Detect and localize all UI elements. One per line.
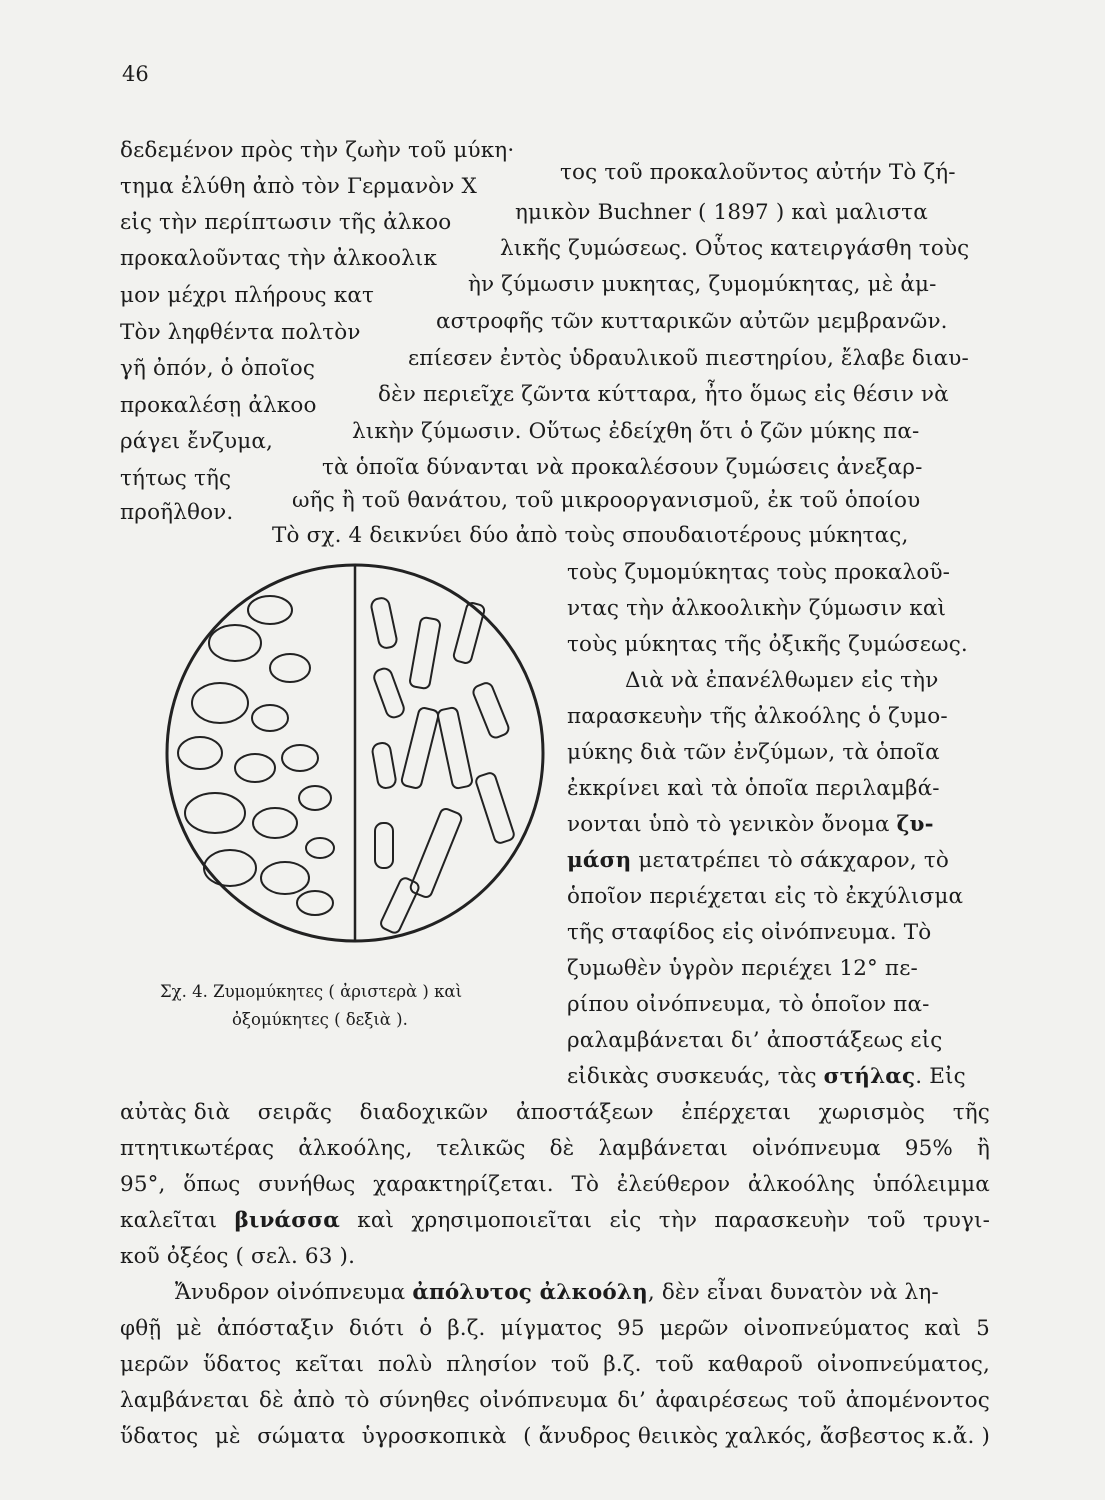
word: Τὸ xyxy=(571,1172,600,1197)
word: ὅπως xyxy=(183,1172,241,1197)
right-line: ραλαμβάνεται δι’ ἀποστάξεως εἰς xyxy=(567,1028,943,1053)
figure-caption xyxy=(160,978,550,1034)
word: δὲ xyxy=(258,1388,284,1413)
top-right-line: λικὴν ζύμωσιν. Οὕτως ἐδείχθη ὅτι ὁ ζῶν μύκης πα- xyxy=(352,419,920,444)
top-right-line: τὰ ὁποῖα δύνανται νὰ προκαλέσουν ζυμώσεις ἀνεξαρ- xyxy=(322,455,923,480)
right-line: μύκης διὰ τῶν ἐνζύμων, τὰ ὁποῖα xyxy=(567,740,940,765)
right-line: ζυμωθὲν ὑγρὸν περιέχει 12° πε- xyxy=(567,956,918,981)
right-line: παρασκευὴν τῆς ἀλκοόλης ὁ ζυμο- xyxy=(567,704,948,729)
word: χωρισμὸς xyxy=(818,1100,926,1125)
word: διότι xyxy=(349,1316,405,1341)
bold-term: ἀπόλυτος ἀλκοόλη xyxy=(412,1280,648,1305)
word: μερῶν xyxy=(120,1352,190,1377)
word: αὐτὰς διὰ xyxy=(120,1100,231,1125)
word: τοῦ xyxy=(867,1208,906,1233)
word: τὴν xyxy=(658,1208,698,1233)
full-line xyxy=(120,1100,990,1125)
word: οἰνοπνεύματος, xyxy=(816,1352,990,1377)
full-line xyxy=(120,1208,990,1233)
word: δὲ xyxy=(549,1136,575,1161)
caption-line-2: ὀξομύκητες ( δεξιὰ ). xyxy=(232,1010,408,1029)
page-number: 46 xyxy=(122,62,149,86)
top-right-line: αστροφῆς τῶν κυτταρικῶν αὐτῶν μεμβρανῶν. xyxy=(436,309,948,334)
word: συνήθως xyxy=(258,1172,356,1197)
word: πλησίον xyxy=(446,1352,538,1377)
word: οἰνόπνευμα xyxy=(479,1388,608,1413)
full-line xyxy=(120,1172,990,1197)
word: τοῦ xyxy=(797,1388,837,1413)
word: β.ζ. xyxy=(447,1316,486,1341)
right-line: ντας τὴν ἀλκοολικὴν ζύμωσιν καὶ xyxy=(567,596,947,621)
top-left-line: δεδεμένον πρὸς τὴν ζωὴν τοῦ μύκη· xyxy=(120,138,515,163)
word: 95% xyxy=(904,1136,953,1161)
right-line-tail: . Εἰς xyxy=(915,1064,966,1089)
word: ἀποστάξεων xyxy=(515,1100,654,1125)
top-left-line: τήτως τῆς xyxy=(120,466,232,491)
full-line xyxy=(120,1352,990,1377)
right-line: ὁποῖον περιέχεται εἰς τὸ ἐκχύλισμα xyxy=(567,884,964,909)
bold-term: βινάσσα xyxy=(234,1208,340,1233)
right-line xyxy=(567,812,934,837)
bold-term: ζυ- xyxy=(896,812,934,837)
top-left-line: ράγει ἔνζυμα, xyxy=(120,429,274,454)
word: μὲ xyxy=(214,1424,241,1449)
caption-line-1: Σχ. 4. Ζυμομύκητες ( ἀριστερὰ ) καὶ xyxy=(160,982,463,1001)
word: φθῇ xyxy=(120,1316,162,1341)
full-line xyxy=(175,1280,939,1305)
word: ἀπομένοντος xyxy=(845,1388,990,1413)
right-line: τῆς σταφίδος εἰς οἰνόπνευμα. Τὸ xyxy=(567,920,932,945)
word: καθαροῦ xyxy=(707,1352,803,1377)
top-right-line: τος τοῦ προκαλοῦντος αὐτήν Τὸ ζή- xyxy=(560,160,956,185)
bold-term: μάση xyxy=(567,848,632,873)
word: τοῦ xyxy=(550,1352,590,1377)
right-line-text: εἰδικὰς συσκευάς, τὰς xyxy=(567,1064,817,1089)
word: ὑγροσκοπικὰ xyxy=(361,1424,507,1449)
top-left-line: προκαλοῦντας τὴν ἀλκοολικ xyxy=(120,246,438,271)
right-line xyxy=(567,1064,966,1089)
word: ἀφαιρέσεως xyxy=(655,1388,789,1413)
word: δι’ xyxy=(617,1388,647,1413)
right-line: ρίπου οἰνόπνευμα, τὸ ὁποῖον πα- xyxy=(567,992,930,1017)
bold-term: στήλας xyxy=(823,1064,916,1089)
word: καὶ xyxy=(357,1208,395,1233)
top-right-line: ωῆς ἢ τοῦ θανάτου, τοῦ μικροοργανισμοῦ, ἐκ τοῦ ὁποίου xyxy=(292,488,921,513)
top-right-line: ὴν ζύμωσιν μυκητας, ζυμομύκητας, μὲ ἀμ- xyxy=(468,272,937,297)
right-line-text: νονται ὑπὸ τὸ γενικὸν ὄνομα xyxy=(567,812,890,837)
word: ὑπόλειμμα xyxy=(872,1172,990,1197)
word: ὕδατος xyxy=(203,1352,282,1377)
right-line xyxy=(567,848,949,873)
word: , δὲν εἶναι δυνατὸν νὰ λη- xyxy=(647,1280,939,1305)
word: Ἄνυδρον οἰνόπνευμα xyxy=(175,1280,406,1305)
word: σύνηθες xyxy=(378,1388,470,1413)
word: 95 xyxy=(617,1316,645,1341)
word: διαδοχικῶν xyxy=(359,1100,489,1125)
right-line-text: μετατρέπει τὸ σάκχαρον, τὸ xyxy=(638,848,950,873)
top-left-line: μον μέχρι πλήρους κατ xyxy=(120,283,375,308)
word: λαμβάνεται xyxy=(598,1136,728,1161)
word: πτητικωτέρας xyxy=(120,1136,275,1161)
word: πολὺ xyxy=(377,1352,433,1377)
word: ἐλεύθερον xyxy=(616,1172,731,1197)
word: οἰνόπνευμα xyxy=(751,1136,881,1161)
full-line xyxy=(120,1388,990,1413)
full-line xyxy=(120,1424,990,1449)
acetic-cells xyxy=(370,597,515,935)
word: τοῦ xyxy=(655,1352,694,1377)
word: ἀπὸ xyxy=(293,1388,336,1413)
word: 95°, xyxy=(120,1172,166,1197)
word: ἀλκοόλης xyxy=(747,1172,856,1197)
word: παρασκευὴν xyxy=(714,1208,850,1233)
top-left-line: τημα ἐλύθη ἀπὸ τὸν Γερμανὸν Χ xyxy=(120,174,477,199)
word: τὸ xyxy=(344,1388,370,1413)
word: ἐπέρχεται xyxy=(681,1100,792,1125)
right-line: τοὺς ζυμομύκητας τοὺς προκαλοῦ- xyxy=(567,560,951,585)
word: οἰνοπνεύματος xyxy=(743,1316,910,1341)
top-right-line: δὲν περιεῖχε ζῶντα κύτταρα, ἦτο ὅμως εἰς θέσιν νὰ xyxy=(378,382,949,407)
word: ἢ xyxy=(976,1136,990,1161)
word: σώματα xyxy=(257,1424,346,1449)
right-line: τοὺς μύκητας τῆς ὀξικῆς ζυμώσεως. xyxy=(567,632,968,657)
word: μὲ xyxy=(176,1316,202,1341)
word: καλεῖται xyxy=(120,1208,218,1233)
word: β.ζ. xyxy=(603,1352,642,1377)
word: ὕδατος xyxy=(120,1424,199,1449)
word: μερῶν xyxy=(659,1316,729,1341)
figure-intro: Τὸ σχ. 4 δεικνύει δύο ἀπὸ τοὺς σπουδαιοτέρους μύκητας, xyxy=(272,523,909,548)
word: εἰς xyxy=(609,1208,642,1233)
top-right-line: επίεσεν ἐντὸς ὑδραυλικοῦ πιεστηρίου, ἔλαβε διαυ- xyxy=(408,346,969,371)
top-left-line: Τὸν ληφθέντα πολτὸν xyxy=(120,320,361,345)
top-left-line: γῆ ὀπόν, ὁ ὁποῖος xyxy=(120,356,316,381)
word: ἀπόσταξιν xyxy=(216,1316,335,1341)
right-line: ἐκκρίνει καὶ τὰ ὁποῖα περιλαμβά- xyxy=(567,776,940,801)
word: λαμβάνεται xyxy=(120,1388,250,1413)
word: χαρακτηρίζεται. xyxy=(373,1172,554,1197)
word: τῆς xyxy=(952,1100,990,1125)
word: τελικῶς xyxy=(436,1136,526,1161)
word: καὶ xyxy=(924,1316,962,1341)
microscope-figure xyxy=(160,558,550,948)
full-line xyxy=(120,1136,990,1161)
word: ὁ xyxy=(419,1316,433,1341)
word: τρυγι- xyxy=(922,1208,990,1233)
word: ἀλκοόλης, xyxy=(298,1136,413,1161)
right-line: Διὰ νὰ ἐπανέλθωμεν εἰς τὴν xyxy=(625,668,939,693)
top-left-line: εἰς τὴν περίπτωσιν τῆς ἀλκοο xyxy=(120,210,452,235)
word: σειρᾶς xyxy=(257,1100,333,1125)
top-right-line: ημικὸν Buchner ( 1897 ) καὶ μαλιστα xyxy=(515,200,928,225)
word: 5 xyxy=(976,1316,990,1341)
word: χρησιμοποιεῖται xyxy=(411,1208,593,1233)
top-left-line: προκαλέσῃ ἀλκοο xyxy=(120,393,317,418)
word: κεῖται xyxy=(295,1352,365,1377)
word: μίγματος xyxy=(500,1316,603,1341)
word: ( ἄνυδρος θειικὸς χαλκός, ἄσβεστος κ.ἄ. ) xyxy=(523,1424,990,1449)
full-line: κοῦ ὀξέος ( σελ. 63 ). xyxy=(120,1244,356,1269)
top-left-line: προῆλθον. xyxy=(120,500,234,525)
full-line xyxy=(120,1316,990,1341)
top-right-line: λικῆς ζυμώσεως. Οὗτος κατειργάσθη τοὺς xyxy=(500,236,970,261)
